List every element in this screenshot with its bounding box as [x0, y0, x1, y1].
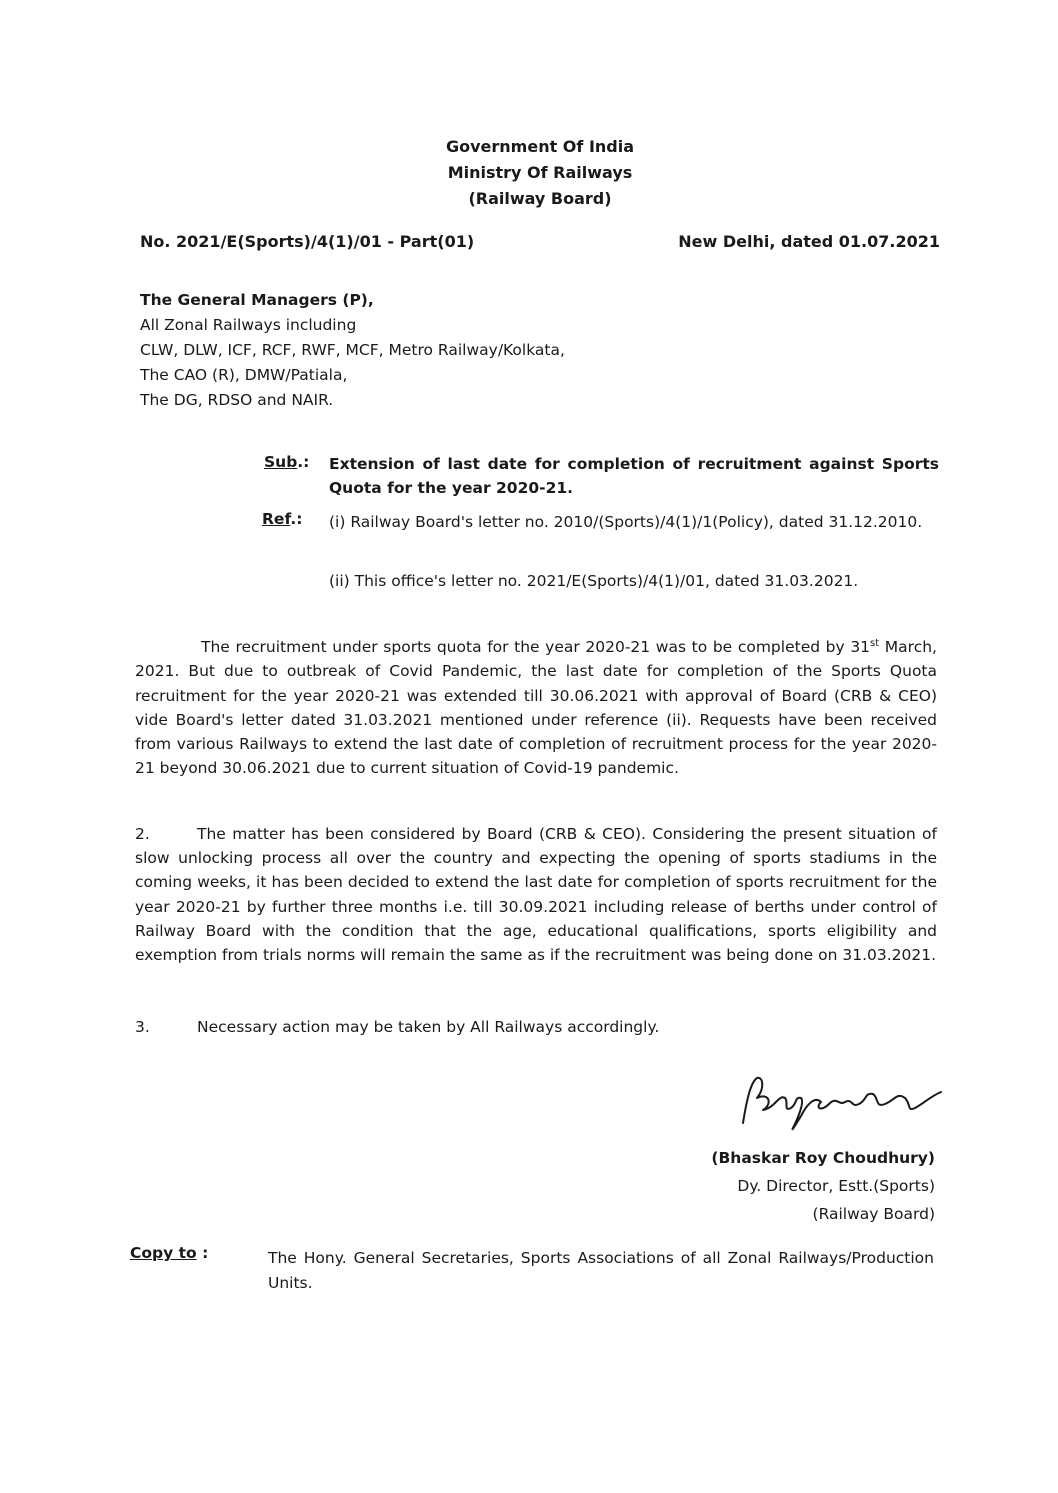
para2-text: The matter has been considered by Board (CRB & CEO). Considering the present situation of slow unlocking process all over the country and expecting the opening of sports stadiums in the coming weeks, it has been decided to extend the last date for completion of sports recruitment for the year 2020-21 by further three months i.e. till 30.09.2021 including release of berths under control of Railway Board with the condition that the age, educational qualifications, sports eligibility and exemption from trials norms will remain the same as if the recruitment was being done on 31.03.2021.: [135, 825, 937, 965]
addressee-line: CLW, DLW, ICF, RCF, RWF, MCF, Metro Railway/Kolkata,: [140, 341, 565, 359]
signatory-office: (Railway Board): [812, 1205, 935, 1223]
para1-superscript: st: [870, 638, 880, 649]
reference-item-1: (i) Railway Board's letter no. 2010/(Sports)/4(1)/1(Policy), dated 31.12.2010.: [329, 513, 923, 531]
place-and-date: New Delhi, dated 01.07.2021: [678, 232, 940, 251]
copy-to-label: Copy to: [130, 1244, 197, 1262]
para1-text-a: The recruitment under sports quota for the year 2020-21 was to be completed by 31: [201, 638, 871, 657]
reference-item-2: (ii) This office's letter no. 2021/E(Sports)/4(1)/01, dated 31.03.2021.: [329, 572, 859, 590]
addressee-line: The General Managers (P),: [140, 291, 374, 309]
addressee-line: The CAO (R), DMW/Patiala,: [140, 366, 348, 384]
reference-label: Ref: [262, 510, 291, 528]
addressee-block: [140, 288, 565, 413]
para3-text: Necessary action may be taken by All Railways accordingly.: [197, 1018, 660, 1036]
signatory-block: [600, 1144, 935, 1228]
letter-number: No. 2021/E(Sports)/4(1)/01 - Part(01): [140, 232, 475, 251]
subject-label-wrap: Sub.:: [264, 453, 310, 471]
body-paragraph-2: [135, 822, 937, 967]
copy-to-text: The Hony. General Secretaries, Sports Associations of all Zonal Railways/Production Units.: [268, 1249, 934, 1292]
header-government: Government Of India: [445, 137, 635, 156]
subject-label: Sub: [264, 453, 298, 471]
copy-to-label-wrap: Copy to :: [130, 1244, 209, 1262]
signatory-designation: Dy. Director, Estt.(Sports): [737, 1177, 935, 1195]
body-paragraph-3: [135, 1015, 937, 1039]
header-board: (Railway Board): [468, 189, 612, 208]
signatory-name: (Bhaskar Roy Choudhury): [711, 1149, 935, 1167]
handwritten-signature-icon: [735, 1068, 965, 1138]
para2-number: 2.: [135, 825, 150, 843]
subject-text: Extension of last date for completion of recruitment against Sports Quota for the year 2020-21.: [329, 455, 939, 497]
letter-header: [340, 134, 740, 212]
header-ministry: Ministry Of Railways: [447, 163, 633, 182]
addressee-line: The DG, RDSO and NAIR.: [140, 391, 334, 409]
reference-label-wrap: Ref.:: [262, 510, 303, 528]
body-paragraph-1: [135, 632, 937, 780]
para1-text-b: March, 2021. But due to outbreak of Covid Pandemic, the last date for completion of the Sports Quota recruitment for the year 2020-21 was extended till 30.06.2021 with approval of Board (CRB & CEO) vide Board's letter dated 31.03.2021 mentioned under reference (ii). Requests have been received from various Railways to extend the last date of completion of recruitment process for the year 2020-21 beyond 30.06.2021 due to current situation of Covid-19 pandemic.: [135, 638, 937, 778]
para3-number: 3.: [135, 1018, 150, 1036]
addressee-line: All Zonal Railways including: [140, 316, 357, 334]
